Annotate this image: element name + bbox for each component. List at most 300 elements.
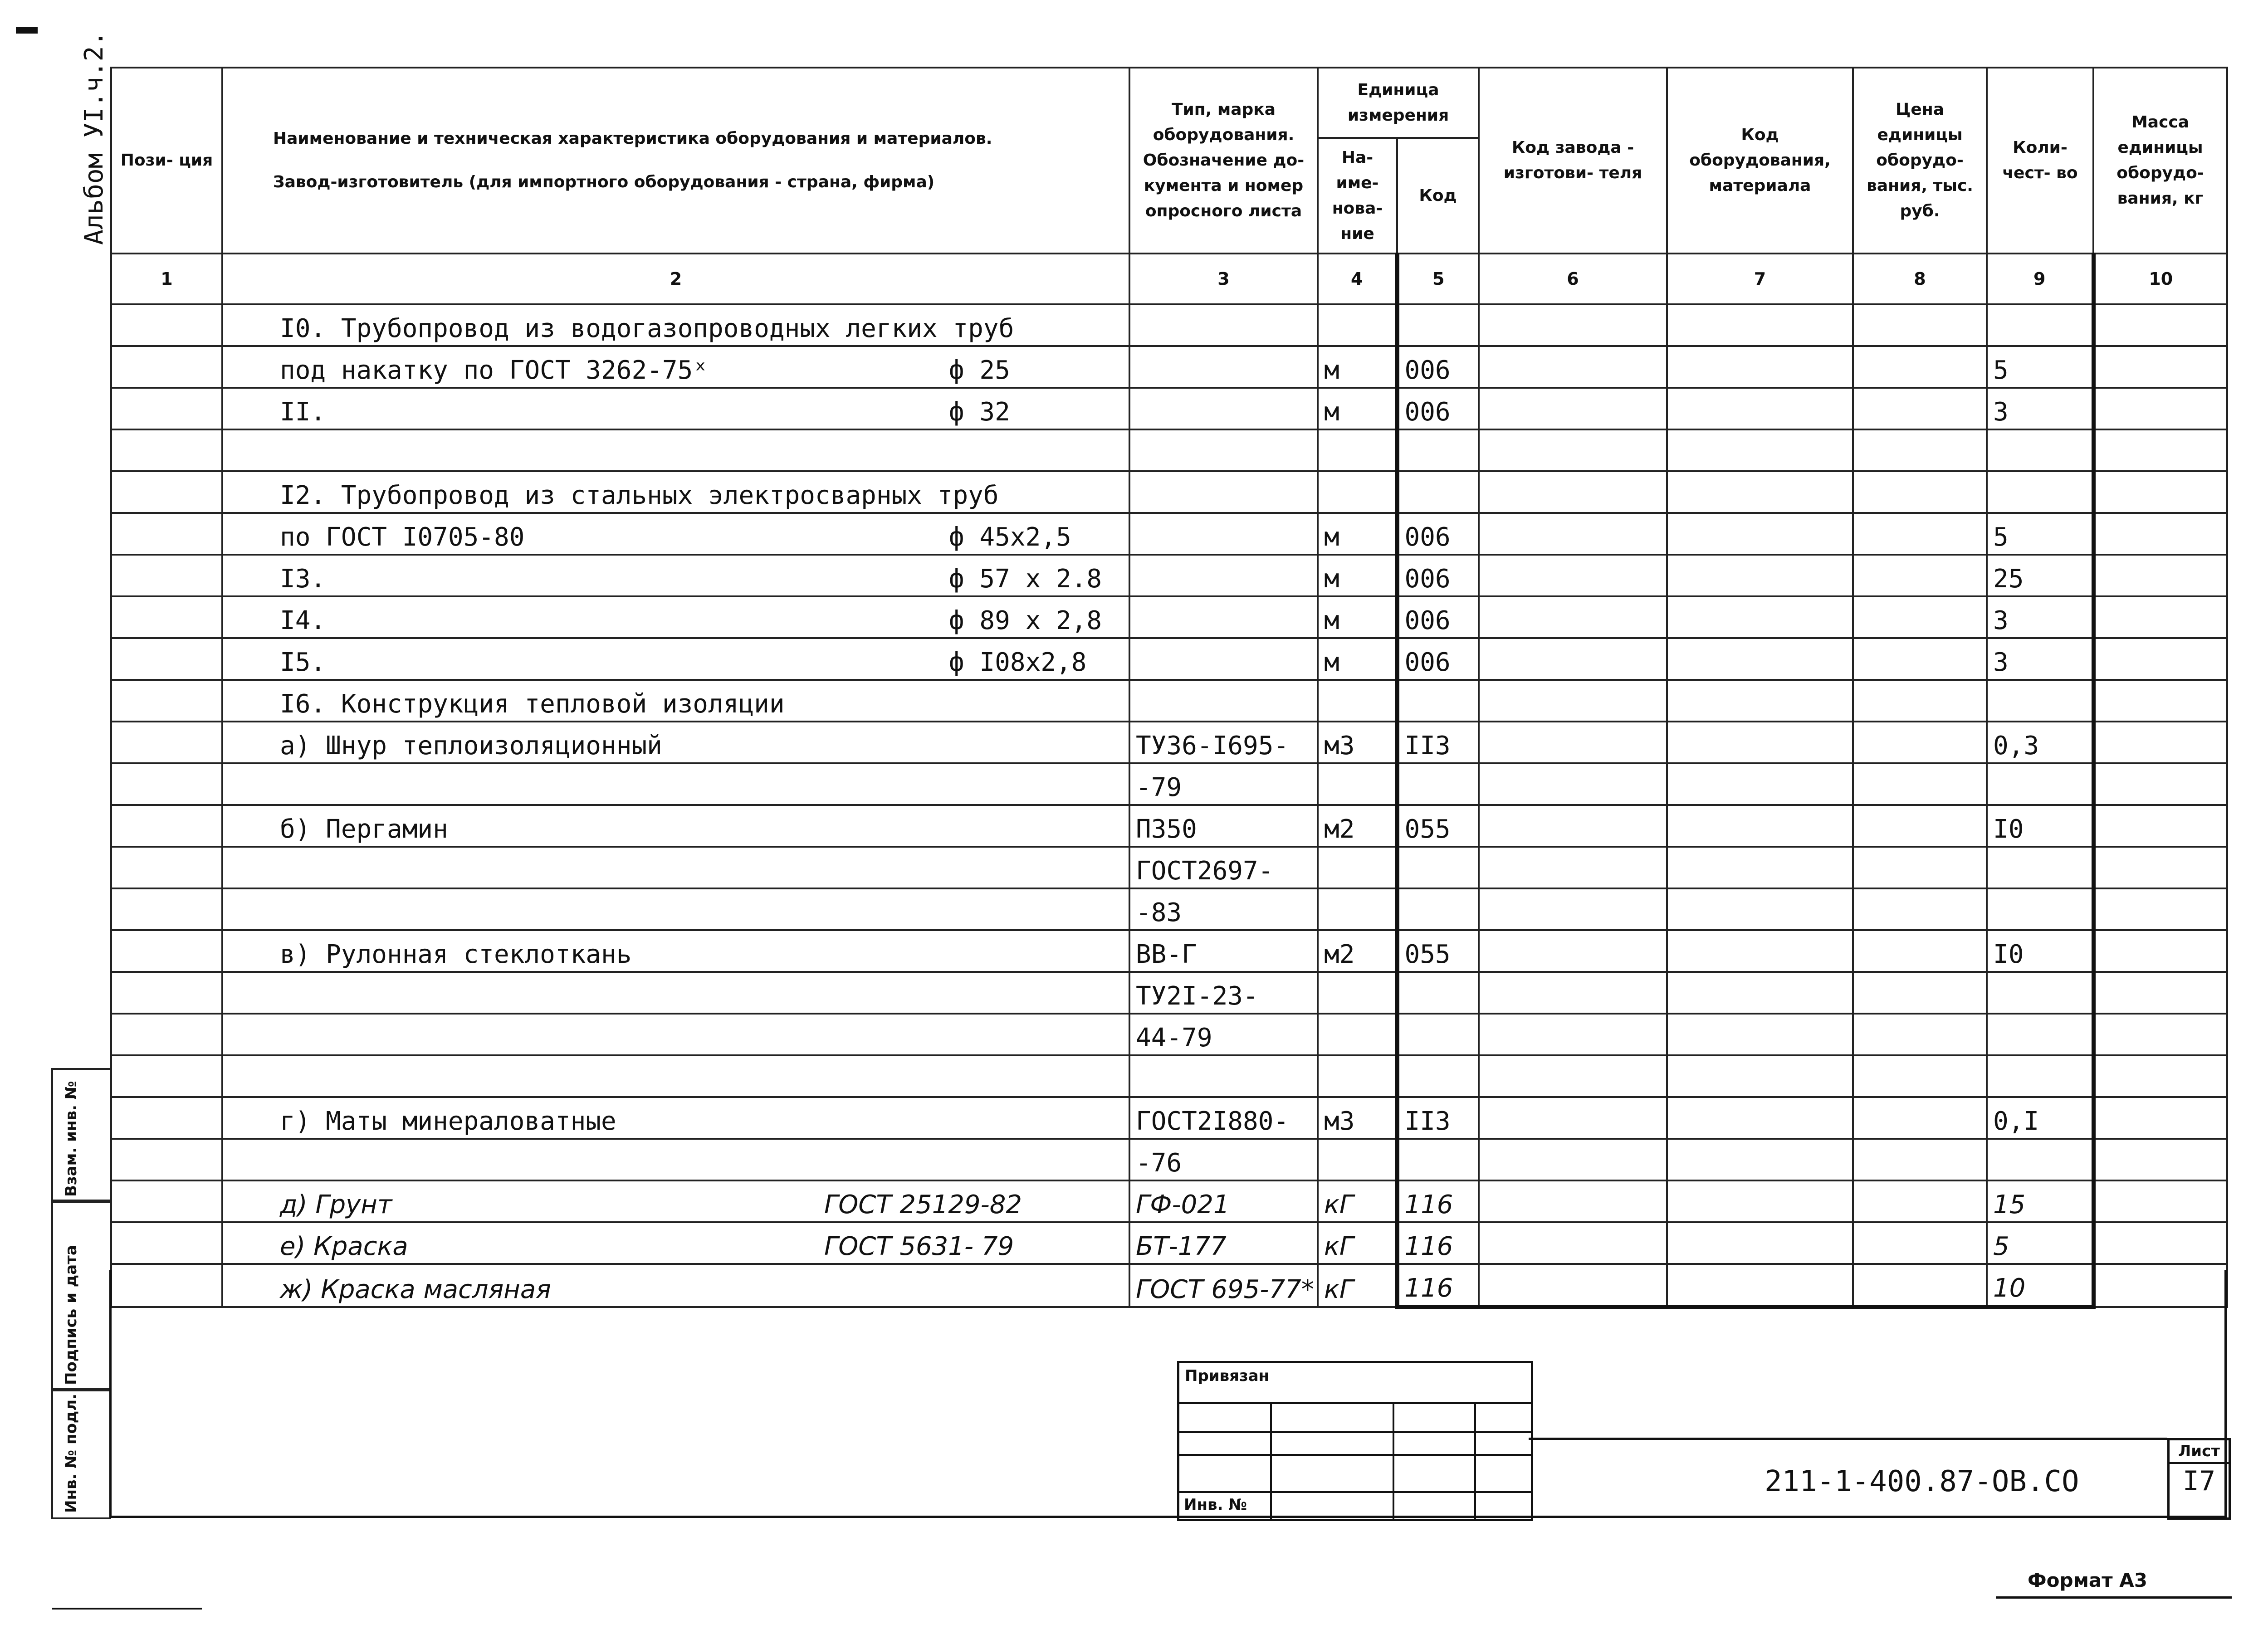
cell-quantity: [1987, 471, 2093, 513]
cell-mass: [2093, 388, 2227, 429]
table-row: [111, 1014, 2227, 1055]
cell-unit-code: [1397, 429, 1479, 471]
cell-name: [222, 471, 1129, 513]
cell-factory-code: [1479, 1097, 1667, 1139]
table-row: [111, 1097, 2227, 1139]
cell-unit: [1318, 847, 1397, 888]
cell-position: [111, 555, 222, 596]
cell-factory-code: [1479, 972, 1667, 1014]
item-name: I2. Трубопровод из стальных электросварных труб: [280, 481, 999, 510]
column-number-4: 4: [1318, 254, 1397, 304]
cell-unit: м2: [1318, 805, 1397, 847]
table-row: [111, 388, 2227, 429]
cell-factory-code: [1479, 888, 1667, 930]
cell-factory-code: [1479, 471, 1667, 513]
cell-name: [222, 805, 1129, 847]
cell-position: [111, 1014, 222, 1055]
cell-name: [222, 555, 1129, 596]
cell-price: [1853, 847, 1987, 888]
item-name: б) Пергамин: [280, 815, 448, 844]
cell-type: ТУ2I-23-: [1129, 972, 1318, 1014]
item-gost: ГОСТ 25129-82: [824, 1190, 1022, 1219]
cell-factory-code: [1479, 805, 1667, 847]
cell-mass: [2093, 680, 2227, 722]
table-row: [111, 805, 2227, 847]
cell-price: [1853, 680, 1987, 722]
cell-quantity: [1987, 1055, 2093, 1097]
item-name: I4.: [280, 606, 326, 635]
cell-factory-code: [1479, 513, 1667, 555]
cell-factory-code: [1479, 680, 1667, 722]
cell-unit: [1318, 972, 1397, 1014]
cell-mass: [2093, 1222, 2227, 1264]
cell-equipment-code: [1667, 722, 1853, 763]
cell-quantity: 0,I: [1987, 1097, 2093, 1139]
cell-quantity: 3: [1987, 638, 2093, 680]
cell-unit-code: [1397, 847, 1479, 888]
cell-position: [111, 513, 222, 555]
cell-quantity: [1987, 1139, 2093, 1180]
cell-position: [111, 1139, 222, 1180]
cell-unit: [1318, 471, 1397, 513]
cell-price: [1853, 930, 1987, 972]
cell-mass: [2093, 1014, 2227, 1055]
cell-unit-code: 006: [1397, 388, 1479, 429]
item-name: I3.: [280, 564, 326, 594]
cell-quantity: [1987, 304, 2093, 346]
cell-mass: [2093, 722, 2227, 763]
cell-price: [1853, 513, 1987, 555]
cell-factory-code: [1479, 1180, 1667, 1222]
cell-position: [111, 346, 222, 388]
cell-quantity: 5: [1987, 1222, 2093, 1264]
document-number: 211-1-400.87-ОВ.СО: [1765, 1465, 2079, 1498]
cell-mass: [2093, 972, 2227, 1014]
table-row: [111, 722, 2227, 763]
cell-quantity: 3: [1987, 596, 2093, 638]
item-gost: ГОСТ 5631- 79: [824, 1232, 1014, 1261]
cell-type: [1129, 1055, 1318, 1097]
header-mass: Масса единицы оборудо- вания, кг: [2093, 68, 2227, 254]
cell-name: [222, 1222, 1129, 1264]
sheet-box: [2167, 1438, 2231, 1520]
cell-unit: [1318, 763, 1397, 805]
cell-factory-code: [1479, 1055, 1667, 1097]
cell-price: [1853, 888, 1987, 930]
cell-mass: [2093, 1180, 2227, 1222]
cell-factory-code: [1479, 638, 1667, 680]
table-row: [111, 304, 2227, 346]
frame-left-line: [109, 1270, 112, 1517]
cell-name: [222, 763, 1129, 805]
cell-equipment-code: [1667, 638, 1853, 680]
cell-equipment-code: [1667, 1180, 1853, 1222]
cell-equipment-code: [1667, 304, 1853, 346]
album-label: Альбом УI.ч.2.: [79, 30, 109, 245]
cell-price: [1853, 1222, 1987, 1264]
cell-position: [111, 930, 222, 972]
cell-unit-code: 116: [1397, 1180, 1479, 1222]
cell-type: -83: [1129, 888, 1318, 930]
cell-quantity: [1987, 680, 2093, 722]
cell-price: [1853, 555, 1987, 596]
cell-position: [111, 388, 222, 429]
cell-unit: м: [1318, 638, 1397, 680]
format-label: Формат А3: [2028, 1569, 2147, 1591]
item-name: д) Грунт: [280, 1190, 392, 1219]
column-number-5: 5: [1397, 254, 1479, 304]
cell-mass: [2093, 638, 2227, 680]
cell-equipment-code: [1667, 847, 1853, 888]
cell-unit-code: II3: [1397, 722, 1479, 763]
bottom-edge-mark: [52, 1608, 202, 1610]
cell-unit-code: [1397, 763, 1479, 805]
cell-unit: [1318, 1014, 1397, 1055]
cell-equipment-code: [1667, 346, 1853, 388]
cell-type: [1129, 471, 1318, 513]
item-name: в) Рулонная стеклоткань: [280, 940, 632, 969]
cell-name: [222, 1014, 1129, 1055]
table-row: [111, 555, 2227, 596]
cell-equipment-code: [1667, 972, 1853, 1014]
item-diameter: ф 32: [949, 397, 1010, 427]
cell-mass: [2093, 304, 2227, 346]
cell-type: ГОСТ2697-: [1129, 847, 1318, 888]
cell-unit: [1318, 680, 1397, 722]
cell-factory-code: [1479, 304, 1667, 346]
table-row: [111, 429, 2227, 471]
cell-type: ВВ-Г: [1129, 930, 1318, 972]
cell-price: [1853, 1139, 1987, 1180]
cell-position: [111, 680, 222, 722]
cell-mass: [2093, 346, 2227, 388]
cell-price: [1853, 304, 1987, 346]
cell-quantity: 0,3: [1987, 722, 2093, 763]
cell-type: 44-79: [1129, 1014, 1318, 1055]
cell-unit: [1318, 888, 1397, 930]
header-unit-group: Единица измерения: [1318, 68, 1479, 138]
cell-name: [222, 888, 1129, 930]
item-diameter: ф 45х2,5: [949, 522, 1071, 552]
cell-quantity: [1987, 763, 2093, 805]
table-row: [111, 1180, 2227, 1222]
cell-unit-code: 006: [1397, 596, 1479, 638]
cell-position: [111, 429, 222, 471]
cell-price: [1853, 471, 1987, 513]
cell-unit-code: [1397, 1014, 1479, 1055]
cell-position: [111, 1222, 222, 1264]
cell-unit: [1318, 429, 1397, 471]
stamp-podpis-label: Подпись и дата: [62, 1245, 80, 1385]
cell-position: [111, 763, 222, 805]
cell-equipment-code: [1667, 1055, 1853, 1097]
table-row: [111, 596, 2227, 638]
header-name-line2: Завод-изготовитель (для импортного оборудования - страна, фирма): [273, 173, 935, 191]
stamp-inv-podl-label: Инв. № подл.: [62, 1393, 80, 1513]
cell-position: [111, 805, 222, 847]
table-row: [111, 346, 2227, 388]
cell-name: [222, 1097, 1129, 1139]
cell-type: [1129, 513, 1318, 555]
cell-price: [1853, 638, 1987, 680]
item-name: I5.: [280, 648, 326, 677]
cell-type: ГОСТ2I880-: [1129, 1097, 1318, 1139]
cell-name: [222, 596, 1129, 638]
cell-type: [1129, 680, 1318, 722]
column-number-3: 3: [1129, 254, 1318, 304]
item-diameter: ф 89 х 2,8: [949, 606, 1102, 635]
cell-quantity: [1987, 972, 2093, 1014]
cell-mass: [2093, 429, 2227, 471]
cell-price: [1853, 722, 1987, 763]
cell-name: [222, 1055, 1129, 1097]
cell-name: [222, 638, 1129, 680]
cell-type: [1129, 555, 1318, 596]
column-number-1: 1: [111, 254, 222, 304]
cell-quantity: 10: [1987, 1264, 2093, 1307]
table-row: [111, 1222, 2227, 1264]
cell-quantity: 25: [1987, 555, 2093, 596]
cell-name: [222, 346, 1129, 388]
cell-mass: [2093, 888, 2227, 930]
cell-name: [222, 847, 1129, 888]
cell-unit-code: 006: [1397, 638, 1479, 680]
item-name: е) Краска: [280, 1232, 408, 1261]
cell-equipment-code: [1667, 1014, 1853, 1055]
cell-unit-code: [1397, 888, 1479, 930]
cell-unit-code: [1397, 471, 1479, 513]
cell-name: [222, 388, 1129, 429]
cell-position: [111, 888, 222, 930]
cell-factory-code: [1479, 763, 1667, 805]
cell-equipment-code: [1667, 680, 1853, 722]
cell-mass: [2093, 513, 2227, 555]
cell-position: [111, 596, 222, 638]
cell-type: -76: [1129, 1139, 1318, 1180]
cell-price: [1853, 972, 1987, 1014]
cell-equipment-code: [1667, 555, 1853, 596]
cell-position: [111, 1264, 222, 1307]
cell-price: [1853, 1097, 1987, 1139]
item-name: I6. Конструкция тепловой изоляции: [280, 689, 785, 719]
cell-unit-code: [1397, 304, 1479, 346]
cell-mass: [2093, 596, 2227, 638]
cell-equipment-code: [1667, 1264, 1853, 1307]
cell-name: [222, 1139, 1129, 1180]
cell-mass: [2093, 930, 2227, 972]
header-factory-code: Код завода - изготови- теля: [1479, 68, 1667, 254]
cell-quantity: [1987, 429, 2093, 471]
table-row: [111, 930, 2227, 972]
item-diameter: ф I08х2,8: [949, 648, 1087, 677]
cell-unit-code: 006: [1397, 346, 1479, 388]
cell-quantity: I0: [1987, 805, 2093, 847]
cell-name: [222, 930, 1129, 972]
cell-price: [1853, 763, 1987, 805]
cell-type: [1129, 596, 1318, 638]
cell-factory-code: [1479, 596, 1667, 638]
cell-unit: м: [1318, 346, 1397, 388]
cell-equipment-code: [1667, 805, 1853, 847]
header-equipment-code: Код оборудования, материала: [1667, 68, 1853, 254]
cell-type: ГОСТ 695-77*: [1129, 1264, 1318, 1307]
cell-name: [222, 1180, 1129, 1222]
cell-position: [111, 972, 222, 1014]
cell-type: [1129, 638, 1318, 680]
cell-unit: кГ: [1318, 1264, 1397, 1307]
title-block-line: [1529, 1438, 2167, 1440]
cell-name: [222, 429, 1129, 471]
table-row: [111, 513, 2227, 555]
table-row: [111, 1139, 2227, 1180]
attached-stamp: [1177, 1361, 1533, 1521]
cell-unit-code: 006: [1397, 513, 1479, 555]
cell-quantity: I0: [1987, 930, 2093, 972]
table-row: [111, 680, 2227, 722]
cell-price: [1853, 388, 1987, 429]
cell-unit: кГ: [1318, 1180, 1397, 1222]
header-name: [222, 68, 1129, 254]
corner-mark: [16, 27, 38, 34]
column-number-7: 7: [1667, 254, 1853, 304]
cell-name: [222, 304, 1129, 346]
column-number-6: 6: [1479, 254, 1667, 304]
cell-equipment-code: [1667, 1097, 1853, 1139]
cell-mass: [2093, 805, 2227, 847]
stamp-inv-podl: [51, 1388, 111, 1519]
cell-unit-code: 116: [1397, 1222, 1479, 1264]
table-row: [111, 1055, 2227, 1097]
cell-quantity: 5: [1987, 513, 2093, 555]
cell-price: [1853, 805, 1987, 847]
column-number-2: 2: [222, 254, 1129, 304]
stamp-podpis: [51, 1200, 111, 1391]
cell-quantity: 3: [1987, 388, 2093, 429]
table-row: [111, 763, 2227, 805]
stamp-vzam-inv-label: Взам. инв. №: [62, 1081, 80, 1197]
cell-unit-code: [1397, 1139, 1479, 1180]
cell-price: [1853, 596, 1987, 638]
cell-type: БТ-177: [1129, 1222, 1318, 1264]
cell-equipment-code: [1667, 429, 1853, 471]
cell-name: [222, 972, 1129, 1014]
header-type: Тип, марка оборудования. Обозначение до- кумента и номер опросного листа: [1129, 68, 1318, 254]
sheet-label: Лист: [2170, 1440, 2229, 1464]
cell-type: ГФ-021: [1129, 1180, 1318, 1222]
item-name: а) Шнур теплоизоляционный: [280, 731, 662, 761]
column-number-10: 10: [2093, 254, 2227, 304]
cell-factory-code: [1479, 1139, 1667, 1180]
cell-unit: кГ: [1318, 1222, 1397, 1264]
cell-quantity: [1987, 888, 2093, 930]
cell-mass: [2093, 1097, 2227, 1139]
cell-mass: [2093, 1264, 2227, 1307]
table-row: [111, 471, 2227, 513]
cell-equipment-code: [1667, 763, 1853, 805]
cell-factory-code: [1479, 1222, 1667, 1264]
attached-label: Привязан: [1185, 1367, 1270, 1385]
cell-price: [1853, 1180, 1987, 1222]
cell-equipment-code: [1667, 596, 1853, 638]
cell-unit: м3: [1318, 1097, 1397, 1139]
cell-unit: м: [1318, 513, 1397, 555]
table-row: [111, 888, 2227, 930]
column-number-8: 8: [1853, 254, 1987, 304]
cell-price: [1853, 346, 1987, 388]
cell-equipment-code: [1667, 888, 1853, 930]
cell-unit: м3: [1318, 722, 1397, 763]
cell-unit-code: 055: [1397, 930, 1479, 972]
table-row: [111, 972, 2227, 1014]
cell-position: [111, 1097, 222, 1139]
cell-name: [222, 1264, 1129, 1307]
cell-factory-code: [1479, 847, 1667, 888]
cell-unit-code: [1397, 1055, 1479, 1097]
header-unit-code: Код: [1397, 138, 1479, 254]
cell-factory-code: [1479, 1014, 1667, 1055]
item-diameter: ф 25: [949, 356, 1010, 385]
cell-type: [1129, 388, 1318, 429]
cell-type: -79: [1129, 763, 1318, 805]
cell-type: [1129, 304, 1318, 346]
cell-position: [111, 1180, 222, 1222]
cell-unit: [1318, 304, 1397, 346]
cell-unit: м: [1318, 596, 1397, 638]
cell-name: [222, 513, 1129, 555]
cell-quantity: 5: [1987, 346, 2093, 388]
cell-unit: м2: [1318, 930, 1397, 972]
cell-unit-code: II3: [1397, 1097, 1479, 1139]
cell-type: [1129, 429, 1318, 471]
cell-quantity: [1987, 1014, 2093, 1055]
item-name: г) Маты минераловатные: [280, 1107, 616, 1136]
cell-type: [1129, 346, 1318, 388]
cell-unit-code: [1397, 680, 1479, 722]
frame-bottom-line: [110, 1516, 2226, 1518]
cell-unit-code: 116: [1397, 1264, 1479, 1307]
sheet-number: I7: [2182, 1465, 2216, 1497]
cell-equipment-code: [1667, 930, 1853, 972]
cell-unit-code: 006: [1397, 555, 1479, 596]
cell-unit-code: [1397, 972, 1479, 1014]
inv-no-label: Инв. №: [1184, 1496, 1247, 1514]
item-name: II.: [280, 397, 326, 427]
cell-type: П350: [1129, 805, 1318, 847]
cell-factory-code: [1479, 429, 1667, 471]
cell-unit: [1318, 1055, 1397, 1097]
cell-quantity: [1987, 847, 2093, 888]
cell-unit: [1318, 1139, 1397, 1180]
cell-mass: [2093, 847, 2227, 888]
cell-price: [1853, 1055, 1987, 1097]
cell-unit: м: [1318, 555, 1397, 596]
format-underline: [1996, 1596, 2232, 1599]
cell-factory-code: [1479, 555, 1667, 596]
header-position: Пози- ция: [111, 68, 222, 254]
cell-mass: [2093, 555, 2227, 596]
specification-table: [110, 67, 2228, 1309]
cell-mass: [2093, 1139, 2227, 1180]
table-row: [111, 847, 2227, 888]
column-number-9: 9: [1987, 254, 2093, 304]
header-quantity: Коли- чест- во: [1987, 68, 2093, 254]
cell-equipment-code: [1667, 1222, 1853, 1264]
item-name: под накатку по ГОСТ 3262-75ˣ: [280, 356, 709, 385]
cell-mass: [2093, 1055, 2227, 1097]
cell-price: [1853, 429, 1987, 471]
table-row: [111, 1264, 2227, 1307]
cell-equipment-code: [1667, 513, 1853, 555]
